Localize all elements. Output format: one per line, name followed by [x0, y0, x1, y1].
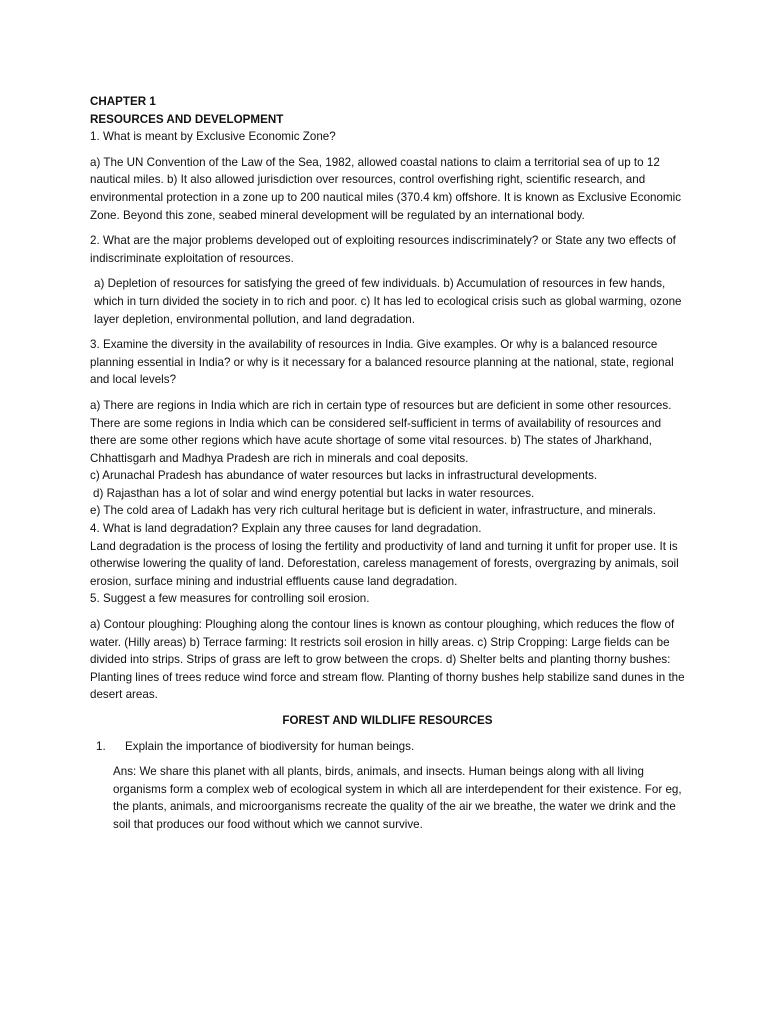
question-3: 3. Examine the diversity in the availability of resources in India. Give examples. Or why is a balanced resource planning essential in India? or why is it necessary for a balanced resource planning at the national, state, regional and local levels?: [90, 338, 674, 387]
answer-4: Land degradation is the process of losing the fertility and productivity of land and turning it unfit for proper use. It is otherwise lowering the quality of land. Deforestation, careless management of forests, overgrazing by animals, soil erosion, surface mining and industrial effluents cause land degradation.: [90, 539, 679, 588]
answer-3-part-3: d) Rajasthan has a lot of solar and wind energy potential but lacks in water resources.: [93, 486, 535, 500]
question-number: 1.: [96, 739, 106, 753]
question-1: 1. What is meant by Exclusive Economic Zone?: [90, 130, 336, 144]
question-text: Explain the importance of biodiversity for human beings.: [125, 739, 415, 753]
chapter-number: CHAPTER 1: [90, 95, 156, 108]
question-4: 4. What is land degradation? Explain any three causes for land degradation.: [90, 522, 482, 536]
section-2-answer-1: Ans: We share this planet with all plants, birds, animals, and insects. Human beings along with all living organisms form a complex web of ecological system in which all are interdependent for their existence. For eg, the plants, animals, and microorganisms recreate the quality of the air we breathe, the water we drink and the soil that produces our food without which we cannot survive.: [113, 765, 682, 831]
question-2: 2. What are the major problems developed out of exploiting resources indiscriminately? or State any two effects of indiscriminate exploitation of resources.: [90, 234, 676, 265]
answer-3-part-1: a) There are regions in India which are rich in certain type of resources but are deficient in some other resources. There are some regions in India which can be considered self-sufficient in terms of availability of resources and there are some other regions which have acute shortage of some vital resources. b) The states of Jharkhand, Chhattisgarh and Madhya Pradesh are rich in minerals and coal deposits.: [90, 398, 672, 465]
answer-3-part-2: c) Arunachal Pradesh has abundance of water resources but lacks in infrastructural developments.: [90, 469, 598, 483]
answer-3-part-4: e) The cold area of Ladakh has very rich cultural heritage but is deficient in water, infrastructure, and minerals.: [90, 504, 656, 518]
answer-1: a) The UN Convention of the Law of the Sea, 1982, allowed coastal nations to claim a territorial sea of up to 12 nautical miles. b) It also allowed jurisdiction over resources, control overfishing right, scientific research, and environmental protection in a zone up to 200 nautical miles (370.4 km) offshore. It is known as Exclusive Economic Zone. Beyond this zone, seabed mineral development will be regulated by an international body.: [90, 155, 682, 222]
chapter-title: RESOURCES AND DEVELOPMENT: [90, 112, 284, 126]
question-5: 5. Suggest a few measures for controlling soil erosion.: [90, 592, 370, 606]
document-body: [90, 93, 685, 834]
section-2-question-1: [90, 738, 685, 756]
answer-5: a) Contour ploughing: Ploughing along the contour lines is known as contour ploughing, which reduces the flow of water. (Hilly areas) b) Terrace farming: It restricts soil erosion in hilly areas. c) Strip Cropping: Large fields can be divided into strips. Strips of grass are left to grow between the crops. d) Shelter belts and planting thorny bushes: Planting lines of trees reduce wind force and stream flow. Planting of thorny bushes help stabilize sand dunes in the desert areas.: [90, 618, 685, 702]
answer-2: a) Depletion of resources for satisfying the greed of few individuals. b) Accumulation of resources in few hands, which in turn divided the society in to rich and poor. c) It has led to ecological crisis such as global warming, ozone layer depletion, environmental pollution, and land degradation.: [94, 277, 682, 326]
section-title: FOREST AND WILDLIFE RESOURCES: [282, 714, 493, 727]
